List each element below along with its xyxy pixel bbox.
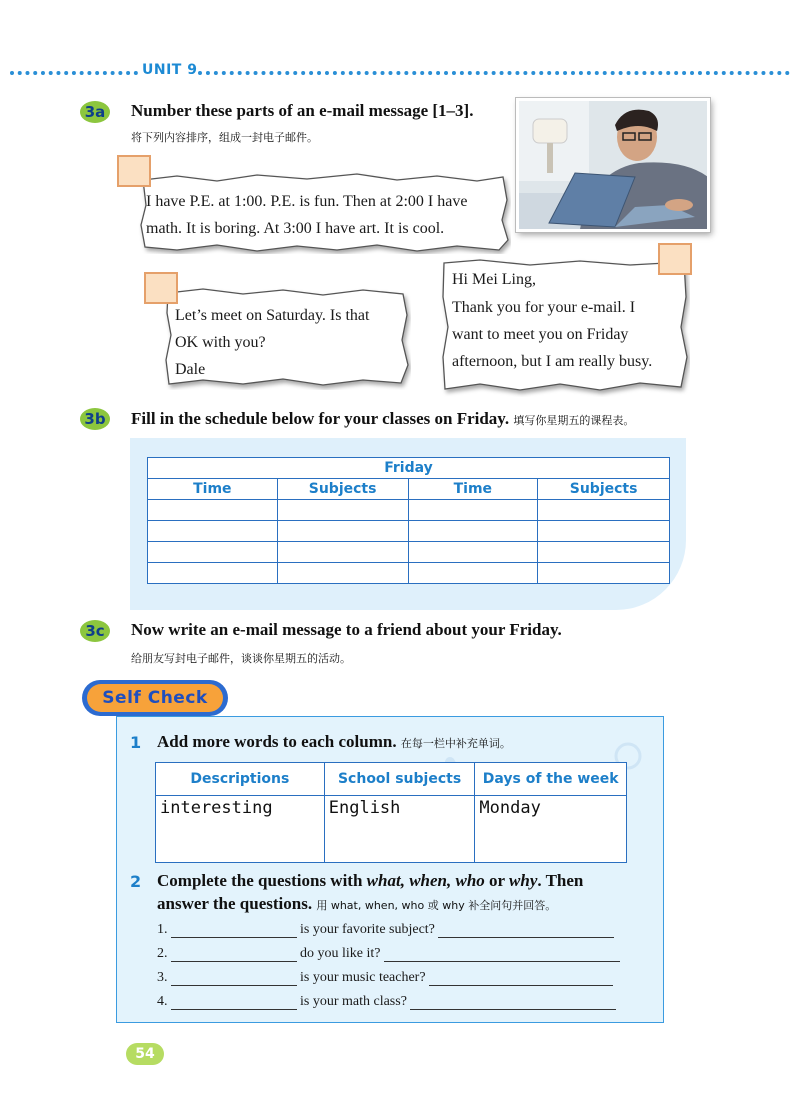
q2-number: 2 [130,872,142,891]
col-school-subjects: School subjects [324,763,475,796]
q1-text: Add more words to each column. 在每一栏中补充单词。 [157,732,511,751]
col-days-of-week: Days of the week [475,763,627,796]
table-row [148,542,670,563]
question-2: 2. do you like it? [157,946,620,962]
schedule-cell[interactable] [538,500,670,521]
col-subjects-2: Subjects [538,479,670,500]
header-dots-right [198,71,790,75]
schedule-cell[interactable] [148,521,278,542]
note-close-line-1: Let’s meet on Saturday. Is that [175,307,370,324]
col-time-2: Time [408,479,538,500]
example-subject[interactable]: English [324,796,475,863]
blank-1b[interactable] [438,924,614,938]
schedule-cell[interactable] [148,542,278,563]
q2-wh-words: what, when, who [366,871,485,890]
table-row [148,500,670,521]
section-3a-title: Number these parts of an e-mail message [1–3]. [131,101,474,120]
blank-4a[interactable] [171,996,297,1010]
badge-3b: 3b [80,408,110,430]
table-row [148,521,670,542]
section-3b-subtitle: 填写你星期五的课程表。 [513,414,635,427]
schedule-cell[interactable] [408,563,538,584]
section-3c-title: Now write an e-mail message to a friend about your Friday. [131,620,562,639]
boy-laptop-illustration [519,101,710,232]
word-columns-table [155,762,627,863]
blank-2b[interactable] [384,948,620,962]
note-close [163,285,411,390]
photo-boy-laptop [516,98,710,232]
order-box-body[interactable] [117,155,151,187]
section-3c-subtitle: 给朋友写封电子邮件，谈谈你星期五的活动。 [131,652,351,665]
col-descriptions: Descriptions [156,763,325,796]
badge-3a: 3a [80,101,110,123]
section-3b-title: Fill in the schedule below for your classes on Friday. 填写你星期五的课程表。 [131,409,635,428]
example-day[interactable]: Monday [475,796,627,863]
friday-schedule-table [147,457,670,584]
section-3a-subtitle: 将下列内容排序，组成一封电子邮件。 [131,131,318,144]
schedule-cell[interactable] [277,521,408,542]
blank-3a[interactable] [171,972,297,986]
note-close-line-3: Dale [175,361,206,378]
table-row [156,796,627,863]
note-body-line-1: I have P.E. at 1:00. P.E. is fun. Then at 2:00 I have [146,193,468,210]
note-body-line-2: math. It is boring. At 3:00 I have art. It is cool. [146,220,445,237]
col-time-1: Time [148,479,278,500]
note-greeting-line-3: want to meet you on Friday [452,326,629,343]
blank-2a[interactable] [171,948,297,962]
order-box-greeting[interactable] [658,243,692,275]
schedule-cell[interactable] [408,542,538,563]
note-greeting-line-4: afternoon, but I am really busy. [452,353,653,370]
schedule-cell[interactable] [148,500,278,521]
col-subjects-1: Subjects [277,479,408,500]
page-number: 54 [126,1043,164,1065]
schedule-cell[interactable] [538,563,670,584]
q2-cn: 用 what, when, who 或 why 补全问句并回答。 [316,899,557,912]
schedule-cell[interactable] [277,500,408,521]
schedule-cell[interactable] [277,542,408,563]
note-body [137,170,511,254]
schedule-cell[interactable] [408,500,538,521]
header-dots-left [10,71,138,75]
q2-wh-last: why [509,871,538,890]
blank-4b[interactable] [410,996,616,1010]
blank-1a[interactable] [171,924,297,938]
schedule-cell[interactable] [538,521,670,542]
note-greeting [440,257,690,397]
badge-3c: 3c [80,620,110,642]
self-check-label: Self Check [87,684,223,712]
q2-text-line-1: Complete the questions with what, when, who or why. Then [157,871,584,890]
question-1: 1. is your favorite subject? [157,922,614,938]
schedule-title: Friday [148,458,670,479]
note-close-line-2: OK with you? [175,334,266,351]
unit-label: UNIT 9 [142,62,198,78]
question-4: 4. is your math class? [157,994,616,1010]
order-box-close[interactable] [144,272,178,304]
q1-cn: 在每一栏中补充单词。 [400,737,511,750]
q1-number: 1 [130,733,142,752]
schedule-cell[interactable] [148,563,278,584]
question-3: 3. is your music teacher? [157,970,613,986]
q2-text-line-2: answer the questions. 用 what, when, who 或 why 补全问句并回答。 [157,894,557,913]
blank-3b[interactable] [429,972,613,986]
example-description[interactable]: interesting [156,796,325,863]
table-row [148,563,670,584]
schedule-cell[interactable] [408,521,538,542]
schedule-cell[interactable] [277,563,408,584]
schedule-cell[interactable] [538,542,670,563]
note-greeting-line-1: Hi Mei Ling, [452,271,536,288]
note-greeting-line-2: Thank you for your e-mail. I [452,299,636,316]
